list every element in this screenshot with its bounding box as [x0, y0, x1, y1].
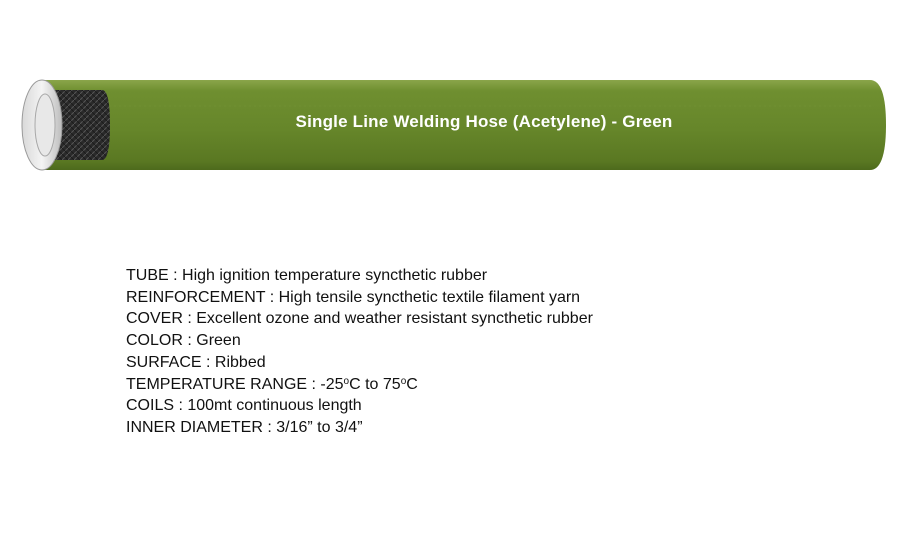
spec-label: COVER: [126, 310, 183, 328]
spec-reinforcement: [126, 287, 593, 309]
spec-value: 3/16” to 3/4”: [276, 418, 363, 436]
spec-value: Excellent ozone and weather resistant syncthetic rubber: [196, 310, 593, 328]
spec-cover: [126, 308, 593, 330]
spec-separator: :: [168, 267, 183, 284]
spec-separator: :: [265, 288, 279, 306]
spec-separator: :: [307, 375, 321, 393]
spec-temperature-range: [126, 374, 593, 396]
degree-mark: o: [400, 375, 407, 387]
spec-separator: :: [201, 353, 215, 371]
spec-label: INNER DIAMETER: [126, 418, 263, 436]
hose-illustration: [14, 76, 890, 174]
spec-label: COILS: [126, 397, 175, 415]
spec-coils: [126, 395, 593, 417]
spec-separator: :: [262, 418, 277, 436]
spec-label: TEMPERATURE RANGE: [126, 375, 308, 393]
spec-tube: [126, 265, 593, 287]
hose-title: Single Line Welding Hose (Acetylene) - Green: [295, 112, 673, 131]
spec-label: SURFACE: [126, 353, 202, 371]
spec-color: [126, 330, 593, 352]
spec-value: Green: [196, 332, 241, 350]
spec-label: REINFORCEMENT: [126, 288, 266, 306]
spec-separator: :: [182, 332, 197, 350]
spec-label: COLOR: [126, 332, 183, 350]
spec-value: 100mt continuous length: [187, 397, 362, 415]
spec-value: Ribbed: [214, 353, 266, 371]
spec-value: -25$^o$C to 75$^o$C: [320, 375, 418, 393]
spec-value: High tensile syncthetic textile filament yarn: [278, 288, 581, 306]
spec-label: TUBE: [126, 267, 169, 284]
spec-list: [126, 265, 593, 439]
spec-value: High ignition temperature syncthetic rubber: [182, 267, 488, 284]
spec-separator: :: [182, 310, 197, 328]
spec-surface: [126, 352, 593, 374]
degree-mark: o: [343, 375, 350, 387]
spec-inner-diameter: [126, 417, 593, 439]
spec-separator: :: [174, 397, 188, 415]
